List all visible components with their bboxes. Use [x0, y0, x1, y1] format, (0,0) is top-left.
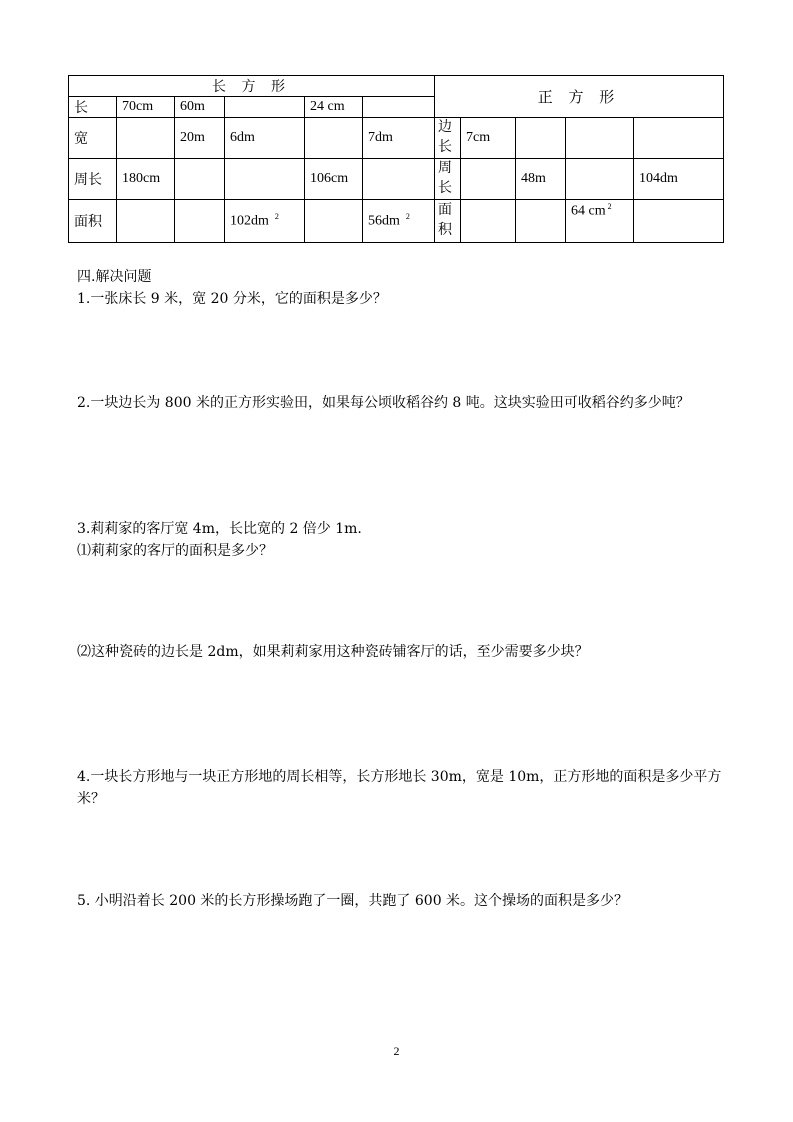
- table-cell: 6dm: [225, 118, 305, 159]
- question-1: 1.一张床长 9 米，宽 20 分米，它的面积是多少？: [77, 291, 387, 307]
- question-3-part-1: ⑴莉莉家的客厅的面积是多少？: [77, 543, 273, 559]
- table-cell: [305, 118, 363, 159]
- table-cell: [516, 200, 566, 243]
- question-4: 4.一块长方形地与一块正方形地的周长相等，长方形地长 30m，宽是 10m，正方形地的面积是多少平方米？: [77, 769, 722, 807]
- table-cell: [461, 159, 516, 200]
- table-cell-with-unit: [225, 200, 305, 243]
- rectangle-title: 长 方 形: [69, 76, 435, 97]
- area-value: 64 cm: [571, 203, 606, 219]
- table-cell: [634, 118, 724, 159]
- table-cell: [225, 159, 305, 200]
- area-value: 102dm: [230, 213, 269, 229]
- table-cell: [634, 200, 724, 243]
- question-3: 3.莉莉家的客厅宽 4m，长比宽的 2 倍少 1m.: [77, 521, 362, 537]
- table-cell: [461, 200, 516, 243]
- row-label-area: 面积: [69, 200, 117, 243]
- table-cell: [363, 97, 435, 118]
- table-cell: 104dm: [634, 159, 724, 200]
- table-cell: [363, 159, 435, 200]
- table-cell: [566, 118, 634, 159]
- area-exponent: 2: [405, 212, 410, 222]
- area-value: 56dm: [368, 213, 400, 229]
- table-cell: 7dm: [363, 118, 435, 159]
- page-number: 2: [393, 1044, 400, 1058]
- table-cell: 20m: [175, 118, 225, 159]
- area-exponent: 2: [607, 202, 612, 211]
- section-title: 四.解决问题: [77, 269, 152, 285]
- table-cell: 48m: [516, 159, 566, 200]
- row-label-length: 长: [69, 97, 117, 118]
- table-cell-with-unit: [363, 200, 435, 243]
- table-cell: [225, 97, 305, 118]
- table-cell: 106cm: [305, 159, 363, 200]
- question-2: 2.一块边长为 800 米的正方形实验田，如果每公顷收稻谷约 8 吨。这块实验田可收稻谷约多少吨？: [77, 395, 690, 411]
- table-cell: [117, 200, 175, 243]
- table-cell: [175, 200, 225, 243]
- table-cell: [516, 118, 566, 159]
- row-label-side: 边长: [435, 118, 461, 159]
- row-label-width: 宽: [69, 118, 117, 159]
- table-cell-with-unit: [566, 200, 634, 243]
- table-cell: 24 cm: [305, 97, 363, 118]
- square-title: 正 方 形: [435, 76, 724, 118]
- row-label-square-perimeter: 周长: [435, 159, 461, 200]
- table-cell: 70cm: [117, 97, 175, 118]
- row-label-square-area: 面积: [435, 200, 461, 243]
- table-cell: 60m: [175, 97, 225, 118]
- area-exponent: 2: [274, 212, 279, 222]
- question-3-part-2: ⑵这种瓷砖的边长是 2dm，如果莉莉家用这种瓷砖铺客厅的话，至少需要多少块？: [77, 644, 589, 660]
- question-5: 5. 小明沿着长 200 米的长方形操场跑了一圈，共跑了 600 米。这个操场的面积是多少？: [77, 893, 629, 909]
- table-cell: [117, 118, 175, 159]
- table-cell: [305, 200, 363, 243]
- table-cell: [566, 159, 634, 200]
- row-label-perimeter: 周长: [69, 159, 117, 200]
- table-cell: [175, 159, 225, 200]
- rectangle-square-table: [68, 75, 724, 243]
- table-cell: 7cm: [461, 118, 516, 159]
- table-cell: 180cm: [117, 159, 175, 200]
